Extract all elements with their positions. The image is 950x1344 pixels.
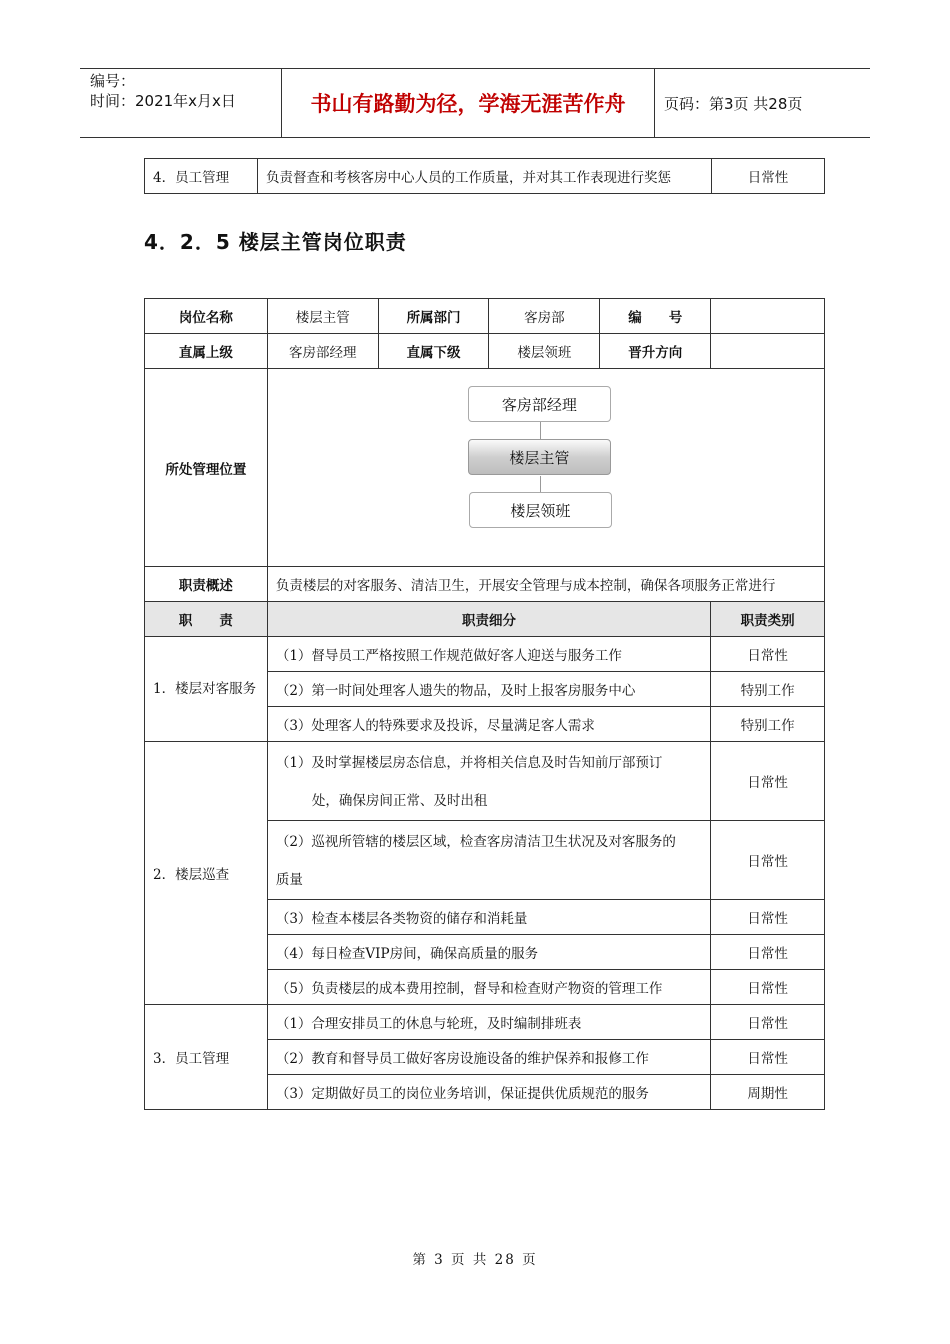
duty-detail: （1）合理安排员工的休息与轮班，及时编制排班表: [267, 1005, 710, 1040]
previous-duty-table: [144, 158, 825, 194]
header-meta: [80, 69, 280, 137]
duty-type: 日常性: [711, 935, 825, 970]
dept-value: 客房部: [489, 299, 600, 334]
promotion-value: [711, 334, 825, 369]
org-node-top: 客房部经理: [468, 386, 611, 422]
duty-type: 特别工作: [711, 672, 825, 707]
duty-group-name: 3．员工管理: [145, 1005, 268, 1110]
table-row: [145, 369, 825, 567]
org-chart: [268, 369, 824, 566]
detail-header: 职责细分: [267, 602, 710, 637]
table-row: [145, 299, 825, 334]
post-name-value: 楼层主管: [267, 299, 378, 334]
duty-detail: （5）负责楼层的成本费用控制，督导和检查财产物资的管理工作: [267, 970, 710, 1005]
post-name-label: 岗位名称: [145, 299, 268, 334]
table-row: [145, 159, 825, 194]
type-header: 职责类别: [711, 602, 825, 637]
duty-detail: [267, 821, 710, 900]
duty-type: 特别工作: [711, 707, 825, 742]
code-label: 编 号: [600, 299, 711, 334]
duty-type: 日常性: [711, 637, 825, 672]
duty-type: 日常性: [711, 1005, 825, 1040]
position-label: 所处管理位置: [145, 369, 268, 567]
duties-header-row: [145, 602, 825, 637]
dept-label: 所属部门: [378, 299, 489, 334]
duty-type: 日常性: [711, 821, 825, 900]
duty-detail: （1）督导员工严格按照工作规范做好客人迎送与服务工作: [267, 637, 710, 672]
org-connector: [540, 422, 541, 440]
detail-cell: 负责督查和考核客房中心人员的工作质量，并对其工作表现进行奖惩: [258, 159, 712, 194]
header-time: 时间：2021年x月x日: [90, 92, 236, 110]
summary-label: 职责概述: [145, 567, 268, 602]
duty-group-name: 1．楼层对客服务: [145, 637, 268, 742]
header-page: 页码：第3页 共28页: [664, 95, 803, 113]
code-value: [711, 299, 825, 334]
table-row: [145, 334, 825, 369]
duty-cell: 4．员工管理: [145, 159, 258, 194]
duty-type: 周期性: [711, 1075, 825, 1110]
superior-value: 客房部经理: [267, 334, 378, 369]
org-chart-cell: [267, 369, 824, 567]
duty-detail: （3）检查本楼层各类物资的储存和消耗量: [267, 900, 710, 935]
duty-detail: （2）第一时间处理客人遗失的物品，及时上报客房服务中心: [267, 672, 710, 707]
promotion-label: 晋升方向: [600, 334, 711, 369]
duty-group-name: 2．楼层巡查: [145, 742, 268, 1005]
duty-type: 日常性: [711, 970, 825, 1005]
job-description-table: [144, 298, 825, 1110]
duty-detail: （4）每日检查VIP房间，确保高质量的服务: [267, 935, 710, 970]
duty-detail-line: 处，确保房间正常、及时出租: [311, 793, 488, 809]
duty-detail: （3）定期做好员工的岗位业务培训，保证提供优质规范的服务: [267, 1075, 710, 1110]
superior-label: 直属上级: [145, 334, 268, 369]
duty-detail-line: 质量: [275, 872, 303, 888]
duty-type: 日常性: [711, 742, 825, 821]
duty-header: 职 责: [145, 602, 268, 637]
duty-type: 日常性: [711, 1040, 825, 1075]
table-row: [145, 1005, 825, 1040]
duty-detail: [267, 742, 710, 821]
duty-detail: （3）处理客人的特殊要求及投诉，尽量满足客人需求: [267, 707, 710, 742]
subordinate-label: 直属下级: [378, 334, 489, 369]
org-node-bottom: 楼层领班: [469, 492, 612, 528]
table-row: [145, 637, 825, 672]
summary-value: 负责楼层的对客服务、清洁卫生，开展安全管理与成本控制，确保各项服务正常进行: [267, 567, 824, 602]
subordinate-value: 楼层领班: [489, 334, 600, 369]
org-node-middle: 楼层主管: [468, 439, 611, 475]
table-row: [145, 742, 825, 821]
type-cell: 日常性: [712, 159, 825, 194]
duty-detail: （2）教育和督导员工做好客房设施设备的维护保养和报修工作: [267, 1040, 710, 1075]
duty-type: 日常性: [711, 900, 825, 935]
page-header: [80, 68, 870, 138]
duty-detail-line: （1）及时掌握楼层房态信息，并将相关信息及时告知前厅部预订: [275, 755, 663, 771]
section-title: 4．2．5 楼层主管岗位职责: [144, 230, 407, 254]
header-number: 编号：: [90, 72, 136, 90]
duty-detail-line: （2）巡视所管辖的楼层区域，检查客房清洁卫生状况及对客服务的: [275, 834, 676, 850]
page-footer: 第 3 页 共 28 页: [412, 1252, 538, 1268]
table-row: [145, 567, 825, 602]
header-motto: 书山有路勤为径，学海无涯苦作舟: [281, 69, 655, 137]
